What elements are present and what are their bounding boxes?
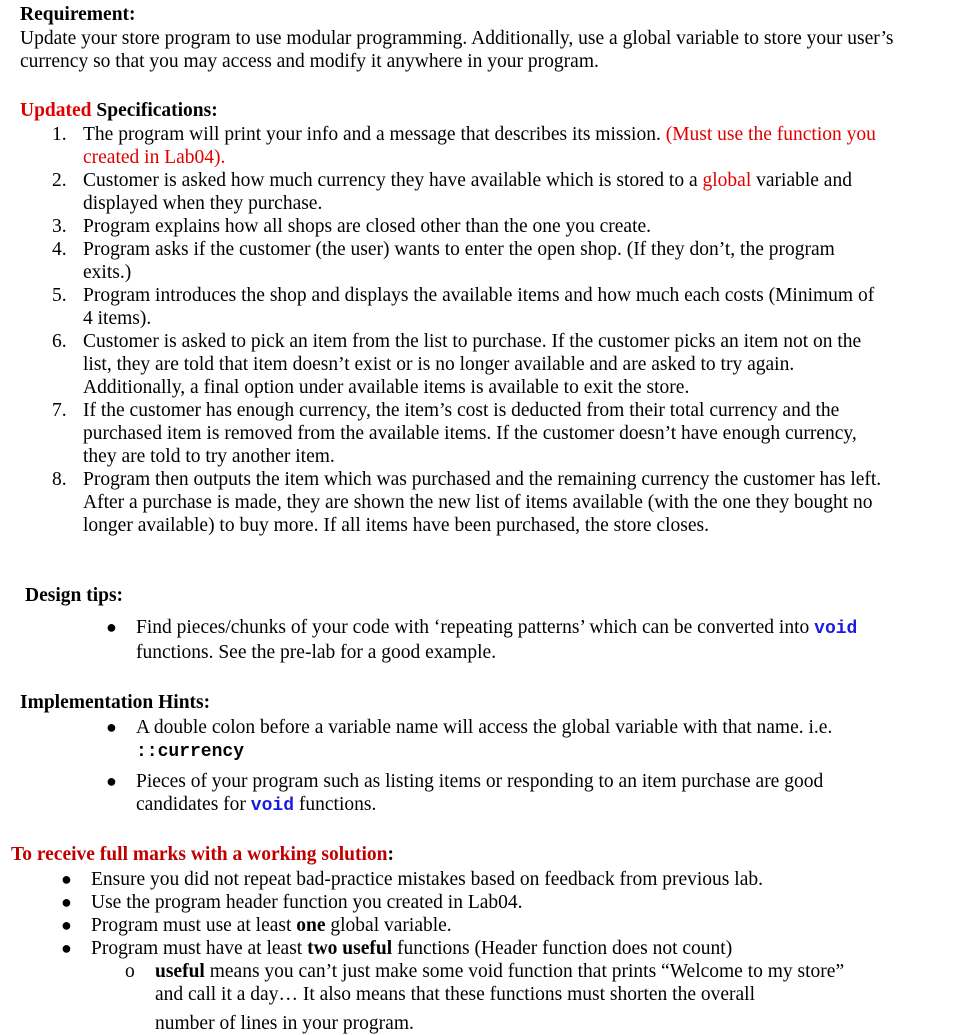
spec-text: Program then outputs the item which was purchased and the remaining currency the customer has left. After a purchase is made, they are shown the new list of items available (with the one they bought no longer available) to buy more. If all items have been purchased, the store closes.: [83, 469, 882, 536]
spec-number: 7.: [52, 400, 67, 421]
implementation-hints-heading: Implementation Hints:: [20, 692, 211, 713]
full-marks-heading-colon: :: [387, 844, 394, 865]
spec-text: Customer is asked to pick an item from the list to purchase. If the customer picks an item not on the list, they are told that item doesn’t exist or is no longer available and are asked to try again. Additionally, a final option under available items is available to exit the store.: [83, 331, 862, 398]
spec-item-4: [0, 238, 883, 284]
bullet-icon: ●: [106, 771, 117, 791]
spec-number: 2.: [52, 170, 67, 191]
hint-code: ::currency: [136, 742, 245, 762]
design-tip-code: void: [814, 619, 858, 639]
hint-text-pre: A double colon before a variable name will access the global variable with that name. i.e.: [136, 717, 833, 738]
spec-red-note: (Must use the function you created in Lab04).: [83, 124, 876, 168]
spec-text-post: variable and displayed when they purchase.: [83, 170, 852, 214]
spec-item-1: [0, 123, 883, 169]
spec-number: 1.: [52, 124, 67, 145]
specifications-heading: [20, 99, 218, 122]
hint-text-post: functions.: [294, 794, 377, 815]
spec-number: 4.: [52, 239, 67, 260]
spec-item-8: [0, 468, 883, 537]
full-marks-sub-item: [0, 960, 875, 1006]
spec-number: 8.: [52, 469, 67, 490]
spec-text: If the customer has enough currency, the item’s cost is deducted from their total currency and the purchased item is removed from the available items. If the customer doesn’t have enough currency, they are told to try another item.: [83, 400, 857, 467]
specifications-heading-rest: Specifications:: [91, 100, 218, 121]
implementation-hint-item: [0, 716, 896, 764]
cut-off-line-text: number of lines in your program.: [155, 1013, 414, 1034]
full-marks-list: [0, 868, 976, 1006]
full-marks-text: Ensure you did not repeat bad-practice mistakes based on feedback from previous lab.: [91, 869, 763, 890]
hint-text-pre: Pieces of your program such as listing items or responding to an item purchase are good candidates for: [136, 771, 824, 815]
design-tips-list: [0, 616, 976, 664]
spec-number: 6.: [52, 331, 67, 352]
design-tip-text-post: functions. See the pre-lab for a good example.: [136, 642, 497, 663]
sub-item-text: means you can’t just make some void function that prints “Welcome to my store” and call it a day… It also means that these functions must shorten the overall: [155, 961, 845, 1005]
spec-red-word: global: [702, 170, 752, 191]
spec-item-6: [0, 330, 883, 399]
sub-item-bold: useful: [155, 961, 205, 982]
full-marks-text-post: global variable.: [325, 915, 452, 936]
spec-number: 3.: [52, 216, 67, 237]
full-marks-text-pre: Program must use at least: [91, 915, 297, 936]
design-tips-heading: Design tips:: [25, 585, 124, 606]
full-marks-heading-text: To receive full marks with a working solution: [11, 844, 388, 865]
spec-text-pre: Customer is asked how much currency they have available which is stored to a: [83, 170, 703, 191]
full-marks-bold: one: [296, 915, 326, 936]
bullet-icon: ●: [106, 617, 117, 637]
spec-item-7: [0, 399, 883, 468]
spec-text: Program introduces the shop and displays the available items and how much each costs (Minimum of 4 items).: [83, 285, 875, 329]
full-marks-item: [0, 891, 891, 914]
full-marks-bold: two useful: [307, 938, 393, 959]
full-marks-text-pre: Program must have at least: [91, 938, 308, 959]
requirement-text: Update your store program to use modular programming. Additionally, use a global variable to store your user’s currency so that you may access and modify it anywhere in your program.: [20, 28, 894, 72]
cut-off-line: [155, 1013, 435, 1034]
specifications-list: [0, 123, 976, 537]
requirement-heading: Requirement:: [20, 4, 136, 25]
implementation-hint-item: [0, 770, 896, 818]
design-tip-text-pre: Find pieces/chunks of your code with ‘repeating patterns’ which can be converted into: [136, 617, 815, 638]
spec-text: The program will print your info and a message that describes its mission.: [83, 124, 666, 145]
spec-text: Program asks if the customer (the user) wants to enter the open shop. (If they don’t, the program exits.): [83, 239, 835, 283]
full-marks-heading: [11, 843, 394, 866]
full-marks-item: [0, 868, 891, 891]
implementation-hints-list: [0, 716, 976, 818]
spec-item-5: [0, 284, 883, 330]
bullet-icon: ●: [61, 869, 72, 889]
hint-code: void: [250, 796, 295, 816]
design-tip-item: [0, 616, 896, 664]
bullet-icon: ●: [61, 892, 72, 912]
bullet-icon: ●: [61, 938, 72, 958]
specifications-heading-updated: Updated: [20, 100, 92, 121]
spec-item-2: [0, 169, 883, 215]
full-marks-text-post: functions (Header function does not count): [392, 938, 733, 959]
sub-bullet-icon: o: [125, 961, 135, 982]
spec-item-3: [0, 215, 883, 238]
spec-text: Program explains how all shops are closed other than the one you create.: [83, 216, 652, 237]
full-marks-text: Use the program header function you created in Lab04.: [91, 892, 523, 913]
bullet-icon: ●: [61, 915, 72, 935]
spec-number: 5.: [52, 285, 67, 306]
full-marks-item: [0, 914, 891, 937]
bullet-icon: ●: [106, 717, 117, 737]
full-marks-item: [0, 937, 891, 960]
